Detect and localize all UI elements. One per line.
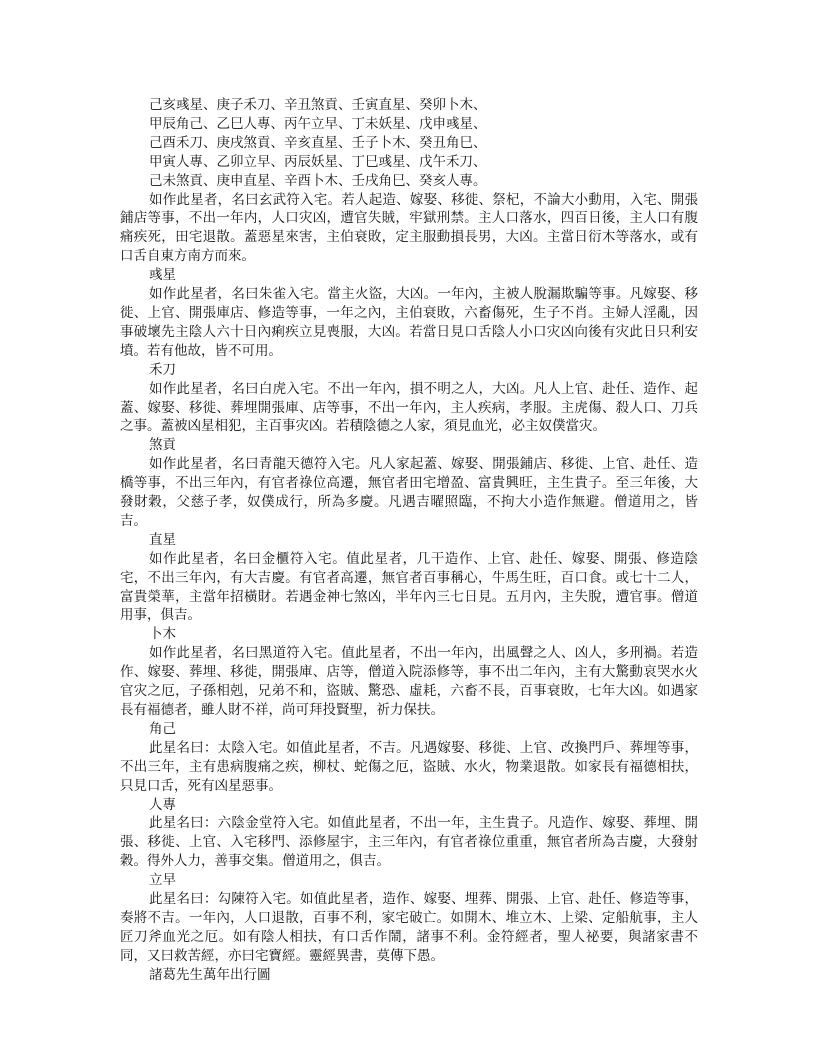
stem-branch-line: 甲辰角己、乙巳人專、丙午立早、丁未妖星、戊申彧星、 <box>149 115 487 132</box>
section-body: 此星名曰：太陰入宅。如值此星者，不吉。凡遇嫁娶、移徙、上官、改換門戶、葬埋等事，不出三年，主有患病腹痛之疾，柳杖、蛇傷之厄，盜賊、水火，物業退散。如家長有福德相扶，只見口舌，死有凶星惡事。 <box>120 739 698 794</box>
section-body: 如作此星者，名曰白虎入宅。不出一年內，損不明之人，大凶。凡人上官、赴任、造作、起蓋、嫁娶、移徙、葬埋開張庫、店等事，不出一年內，主人疾病，孝服。主虎傷、殺人口、刀兵之事。蓋被凶星相犯，主百事灾凶。若積陰德之人家，須見血光，必主奴僕當灾。 <box>120 380 698 435</box>
section-heading: 煞貢 <box>149 437 176 454</box>
section-heading: 人專 <box>149 796 176 813</box>
section-heading: 禾刀 <box>149 361 176 378</box>
section-body: 此星名曰：勾陳符入宅。如值此星者，造作、嫁娶、埋葬、開張、上官、赴任、修造等事，奏將不吉。一年內，人口退散，百事不利，家宅破亡。如開木、堆立木、上梁、定船航事，主人匠刀斧血光之厄。如有陰人相扶，有口舌作鬧，諸事不利。金符經者，聖人祕要，與諸家書不同，又曰救苦經，亦曰宅寶經。靈經異書，莫傳下愚。 <box>120 891 698 964</box>
section-body: 此星名曰：六陰金堂符入宅。如值此星者，不出一年，主生貴子。凡造作、嫁娶、葬埋、開張、移徙、上官、入宅移門、添修屋宇，主三年內，有官者祿位重重，無官者所為吉慶，大發射穀。得外人力，善事交集。僧道用之，俱吉。 <box>120 815 698 870</box>
section-body: 如作此星者，名曰黑道符入宅。值此星者，不出一年內，出風聲之人、凶人，多刑禍。若造作、嫁娶、葬埋、移徙，開張庫、店等，僧道入院添修等，事不出二年內，主有大驚動哀哭水火官灾之厄，子孫相剋，兄弟不和，盜賊、驚恐、虛耗，六畜不長，百事衰敗，七年大凶。如遇家長有福德者，雖人財不祥，尚可拜投賢聖，祈力保扶。 <box>120 645 698 718</box>
section-body: 如作此星者，名曰金櫃符入宅。值此星者，几干造作、上官、赴任、嫁娶、開張、修造陰宅，不出三年內，有大吉慶。有官者高遷，無官者百事稱心，牛馬生旺，百口食。或七十二人，富貴榮華，主當年招橫財。若遇金神七煞凶，半年內三七日見。五月內，主失脫，遭官事。僧道用事，俱吉。 <box>120 550 698 624</box>
stem-branch-line: 己未煞貢、庚申直星、辛酉卜木、壬戌角巳、癸亥人專。 <box>149 172 487 189</box>
section-heading: 彧星 <box>149 267 176 284</box>
section-heading: 立早 <box>149 872 176 889</box>
section-heading: 直星 <box>149 531 176 548</box>
stem-branch-line: 己亥彧星、庚子禾刀、辛丑煞貢、壬寅直星、癸卯卜木、 <box>149 97 487 113</box>
stem-branch-line: 己酉禾刀、庚戌煞貢、辛亥直星、壬子卜木、癸丑角巳、 <box>149 134 487 151</box>
closing-heading: 諸葛先生萬年出行圖 <box>149 966 271 983</box>
intro-paragraph: 如作此星者，名曰玄武符入宅。若人起造、嫁娶、移徙、祭杞，不論大小動用，入宅、開張鋪店等事，不出一年内，人口灾凶，遭官失賊，牢獄刑禁。主人口落水，四百日後，主人口有腹痛疾死，田宅退散。蓋惡星來害，主伯衰敗，定主服動損長男，大凶。主當日衍木等落水，或有口舌自東方南方而來。 <box>120 191 698 265</box>
section-body: 如作此星者，名曰青龍天德符入宅。凡人家起蓋、嫁娶、開張鋪店、移徙、上官、赴任、造橋等事，不出三年內，有官者祿位高遷，無官者田宅增盈、富貴興旺，主生貴子。至三年後，大發財穀，父慈子孝，奴僕成行，所為多慶。凡遇吉曜照臨，不拘大小造作無避。僧道用之，皆吉。 <box>120 456 698 529</box>
stem-branch-line: 甲寅人專、乙卯立早、丙辰妖星、丁巳彧星、戊午禾刀、 <box>149 153 487 170</box>
document-page <box>120 96 698 985</box>
section-body: 如作此星者，名曰朱雀入宅。當主火盜，大凶。一年內，主被人脫漏欺騙等事。凡嫁娶、移徙、上官、開張庫店、修造等事，一年之內，主伯衰敗，六畜傷死，生子不肖。主婦人淫亂，因事破壞先主陰人六十日內痢疾立見喪服，大凶。若當日見口舌陰人小口灾凶向後有灾此日只利安墳。若有他故，皆不可用。 <box>120 286 698 359</box>
section-heading: 角己 <box>149 720 176 737</box>
section-heading: 卜木 <box>149 626 176 643</box>
